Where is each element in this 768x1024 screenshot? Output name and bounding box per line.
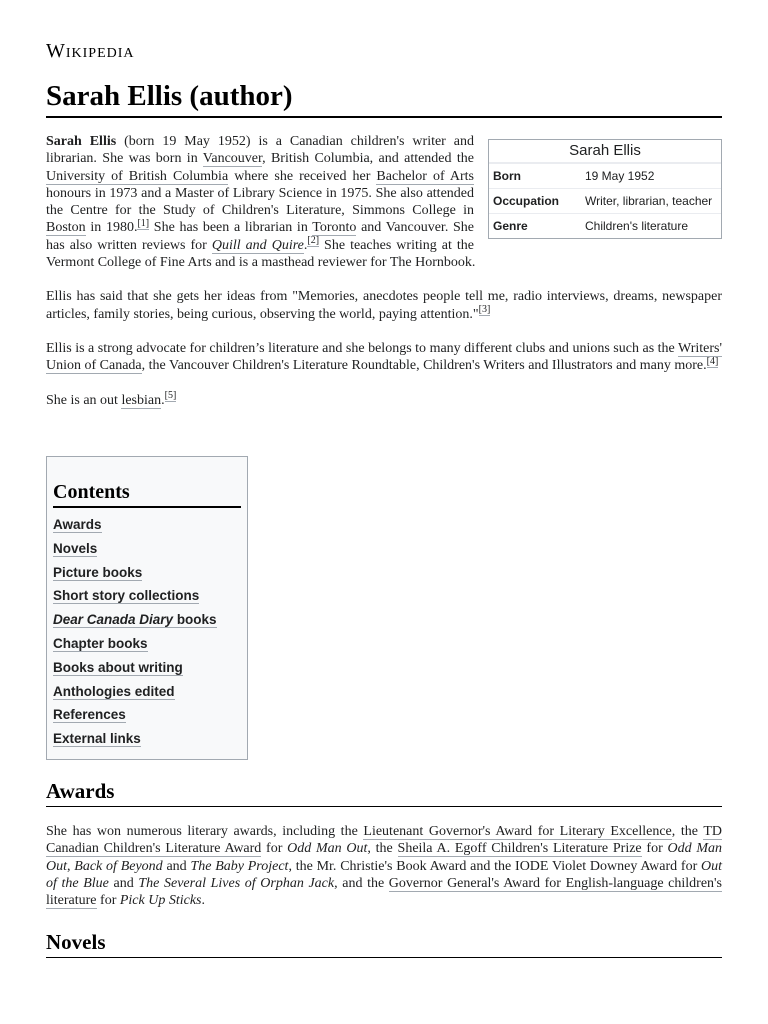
ref-1[interactable]: [1] xyxy=(137,217,150,229)
text: Ellis has said that she gets her ideas from "Memories, anecdotes people tell me, radio interviews, dreams, newspaper articles, family stories, being curious, observing the world, paying attention." xyxy=(46,289,722,322)
toc-title: Contents xyxy=(53,481,241,508)
text: , xyxy=(67,858,75,874)
text: . xyxy=(161,392,165,408)
toc-item-short-story-collections[interactable] xyxy=(53,586,217,610)
title-divider xyxy=(46,116,722,118)
toc-label-rest: books xyxy=(173,612,217,628)
text: for xyxy=(96,893,120,909)
text: , the xyxy=(671,824,704,839)
wikipedia-logo[interactable] xyxy=(46,40,135,63)
text: , British Columbia, and attended the xyxy=(262,151,474,167)
text: She is an out xyxy=(46,392,122,408)
personal-paragraph xyxy=(46,389,722,409)
text: honours in 1973 and a Master of Library Science in 1975. She also attended the Centre for the Study of Children's Literature, Simmons College in xyxy=(46,185,474,219)
awards-paragraph xyxy=(46,823,722,909)
toc-item-references[interactable] xyxy=(53,705,217,729)
page-title: Sarah Ellis (author) xyxy=(46,80,293,112)
subject-name: Sarah Ellis xyxy=(46,134,117,149)
link-egoff-prize[interactable]: Sheila A. Egoff Children's Literature Prize xyxy=(397,841,642,857)
toc-label: Chapter books xyxy=(53,635,148,651)
text: and Vancouver. She has also written reviews for xyxy=(46,220,475,253)
infobox-label: Born xyxy=(493,169,521,183)
section-heading-novels: Novels xyxy=(46,929,722,958)
infobox-value: 19 May 1952 xyxy=(585,169,655,183)
toc-label: External links xyxy=(53,731,141,747)
toc-item-external-links[interactable] xyxy=(53,729,217,753)
link-vancouver[interactable]: Vancouver xyxy=(202,151,263,167)
link-lieutenant-governors-award[interactable]: Lieutenant Governor's Award for Literary Excellence xyxy=(363,824,672,839)
toc-item-chapter-books[interactable] xyxy=(53,634,217,658)
link-boston[interactable]: Boston xyxy=(46,220,86,236)
link-toronto[interactable]: Toronto xyxy=(312,220,357,236)
title-italic: Out of the Blue xyxy=(46,858,723,891)
text: where she received her xyxy=(228,168,377,184)
toc-item-dear-canada-diary-books[interactable] xyxy=(53,610,217,634)
link-quill-and-quire[interactable]: Quill and Quire xyxy=(211,237,304,253)
ref-4[interactable]: [4] xyxy=(706,355,719,367)
toc-item-novels[interactable] xyxy=(53,539,217,563)
title-italic: Back of Beyond xyxy=(74,858,163,874)
title-italic: Pick Up Sticks xyxy=(119,893,202,909)
advocate-paragraph xyxy=(46,340,722,375)
ideas-paragraph xyxy=(46,288,722,323)
infobox-value: Writer, librarian, teacher xyxy=(585,194,713,208)
text: (born 19 May 1952) is a Canadian children's writer and librarian. She was born in xyxy=(46,134,474,167)
toc-label: Books about writing xyxy=(53,659,183,675)
text: and xyxy=(108,875,139,891)
text: , the xyxy=(367,841,398,857)
text: Ellis is a strong advocate for children’s literature and she belongs to many different clubs and unions such as the xyxy=(46,340,679,356)
infobox-value: Children's literature xyxy=(585,219,689,233)
toc-label: Picture books xyxy=(53,564,143,580)
article-intro xyxy=(46,133,722,409)
toc-item-books-about-writing[interactable] xyxy=(53,658,217,682)
ref-2[interactable]: [2] xyxy=(307,235,320,247)
text: She has won numerous literary awards, including the xyxy=(46,824,364,839)
text: , the Mr. Christie's Book Award and the IODE Violet Downey Award for xyxy=(288,858,702,874)
toc-item-anthologies-edited[interactable] xyxy=(53,682,217,706)
text: and xyxy=(162,858,191,874)
ref-5[interactable]: [5] xyxy=(164,389,177,401)
link-governor-generals-award[interactable]: Governor General's Award for English-language children's literature xyxy=(46,875,723,909)
infobox-row-born xyxy=(489,163,721,188)
awards-section xyxy=(46,823,722,909)
toc-item-picture-books[interactable] xyxy=(53,563,217,587)
link-lesbian[interactable]: lesbian xyxy=(121,392,162,408)
title-italic: Odd Man Out xyxy=(46,841,723,874)
toc-label: Short story collections xyxy=(53,588,200,604)
infobox-label: Occupation xyxy=(493,194,560,208)
infobox-label: Genre xyxy=(493,219,528,233)
toc-list xyxy=(53,515,217,753)
text: . xyxy=(201,893,205,909)
infobox-row-occupation xyxy=(489,188,721,213)
link-bachelor-of-arts[interactable]: Bachelor of Arts xyxy=(376,168,474,184)
logo-text: Wikipedia xyxy=(46,40,135,62)
title-italic: The Baby Project xyxy=(190,858,289,874)
ref-3[interactable]: [3] xyxy=(478,304,491,316)
text: , and the xyxy=(334,875,389,891)
infobox xyxy=(488,139,722,239)
toc-item-awards[interactable] xyxy=(53,515,217,539)
text: , the Vancouver Children's Literature Roundtable, Children's Writers and Illustrators and many more. xyxy=(141,358,707,374)
toc-label: Anthologies edited xyxy=(53,683,175,699)
text: for xyxy=(641,841,668,857)
text: . xyxy=(303,237,308,253)
text: for xyxy=(261,841,288,857)
toc-label: Awards xyxy=(53,517,102,532)
infobox-title: Sarah Ellis xyxy=(489,140,721,163)
section-heading-awards: Awards xyxy=(46,778,722,807)
link-writers-union[interactable]: Writers' Union of Canada xyxy=(46,340,722,374)
infobox-row-genre xyxy=(489,213,721,238)
link-ubc[interactable]: University of British Columbia xyxy=(46,168,229,184)
toc-label xyxy=(53,612,217,628)
table-of-contents xyxy=(46,456,248,760)
text: in 1980. xyxy=(85,220,138,236)
title-italic: Odd Man Out xyxy=(287,841,368,857)
text: She teaches writing at the Vermont College of Fine Arts and is a masthead reviewer for The Hornbook. xyxy=(46,237,476,271)
toc-label: References xyxy=(53,707,126,723)
toc-label: Novels xyxy=(53,540,98,556)
toc-label-italic: Dear Canada Diary xyxy=(53,612,174,628)
link-td-award[interactable]: TD Canadian Children's Literature Award xyxy=(46,824,723,857)
text: She has been a librarian in xyxy=(149,220,313,236)
title-italic: The Several Lives of Orphan Jack xyxy=(138,875,335,891)
